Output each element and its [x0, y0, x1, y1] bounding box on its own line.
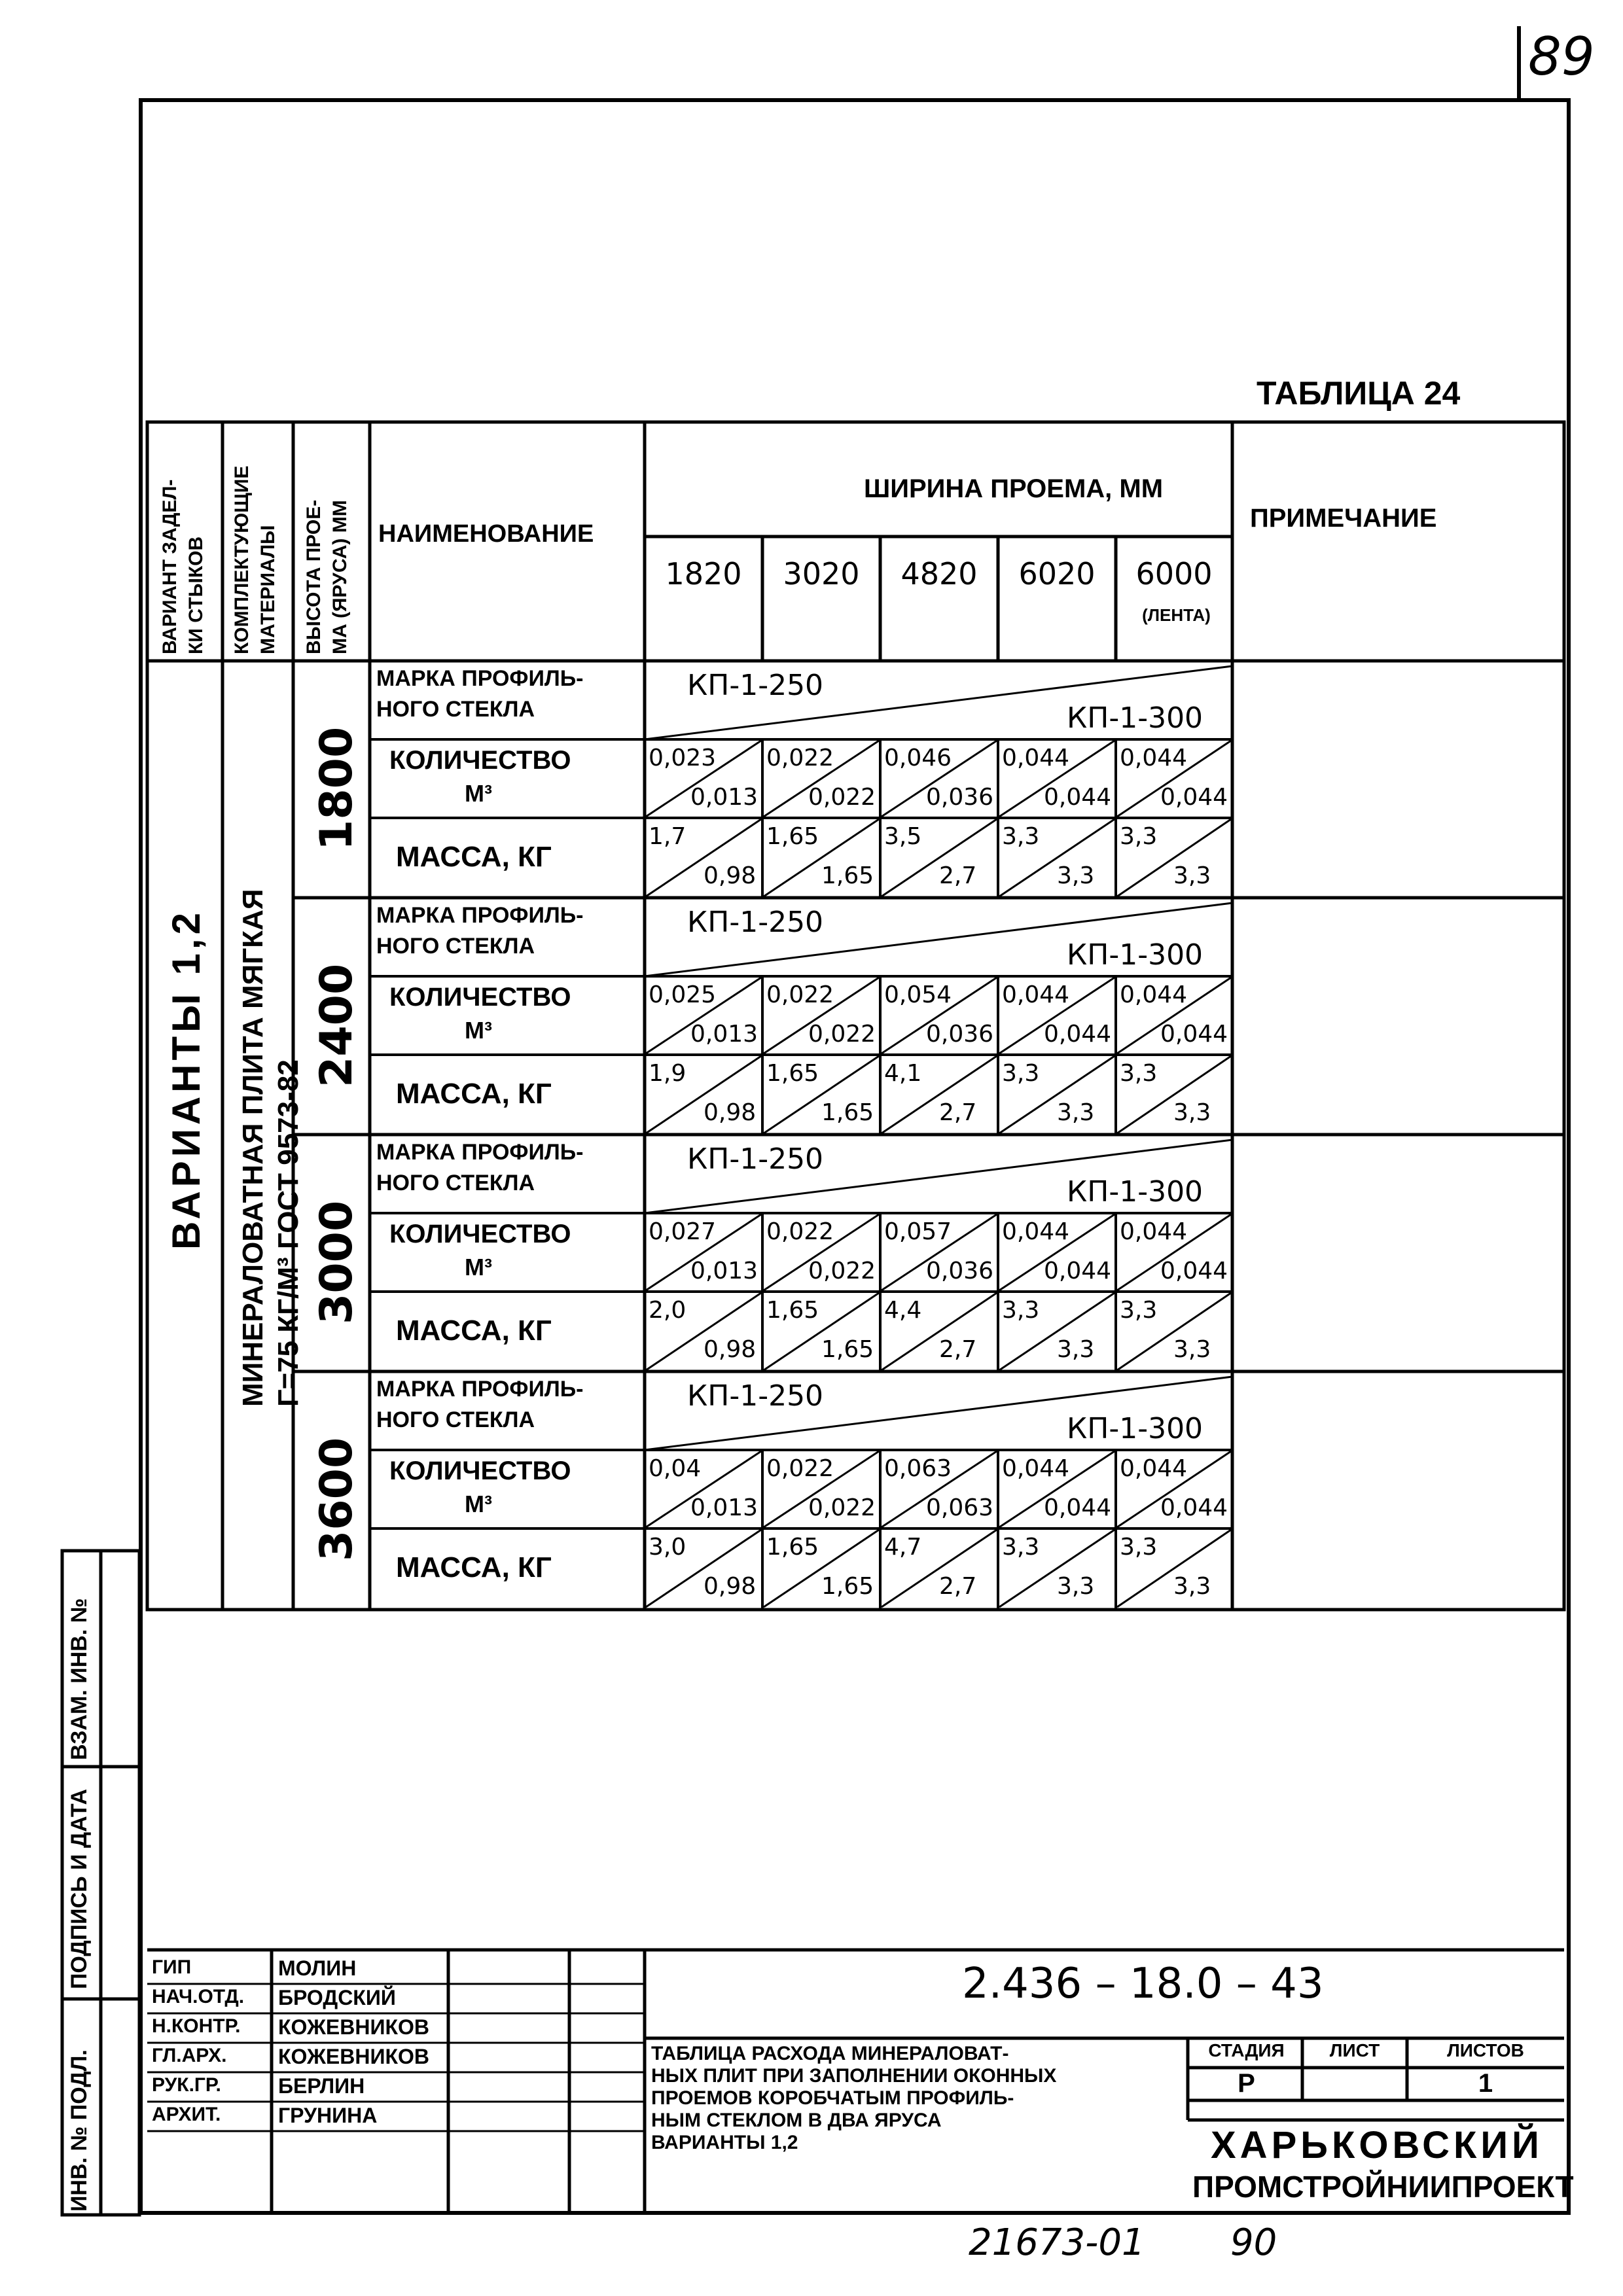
- mass-bottom-value: 1,65: [821, 1573, 874, 1600]
- mass-top-value: 3,5: [884, 823, 922, 850]
- mass-top-value: 4,7: [884, 1534, 922, 1561]
- table-title: ТАБЛИЦА 24: [1257, 375, 1461, 412]
- header-height-line1: ВЫСОТА ПРОЕ-: [303, 499, 325, 654]
- staff-name: БРОДСКИЙ: [278, 1986, 396, 2009]
- mass-bottom-value: 3,3: [1057, 862, 1095, 889]
- staff-role: ГЛ.АРХ.: [152, 2045, 227, 2066]
- side-stamp-sign: ПОДПИСЬ И ДАТА: [67, 1788, 92, 1989]
- qty-label-unit: М³: [465, 1017, 492, 1044]
- qty-bottom-value: 0,044: [1044, 1021, 1112, 1048]
- mass-bottom-value: 1,65: [821, 1099, 874, 1126]
- staff-role: АРХИТ.: [152, 2104, 221, 2125]
- qty-label-line1: КОЛИЧЕСТВО: [389, 1220, 571, 1248]
- header-materials-line1: КОМПЛЕКТУЮЩИЕ: [231, 465, 253, 654]
- header-variant-line1: ВАРИАНТ ЗАДЕЛ-: [159, 479, 181, 654]
- mark-bottom: КП-1-300: [1067, 938, 1204, 972]
- qty-bottom-value: 0,044: [1044, 1258, 1112, 1284]
- qty-top-value: 0,027: [649, 1218, 717, 1245]
- staff-role: РУК.ГР.: [152, 2074, 221, 2096]
- doc-code: 2.436 – 18.0 – 43: [962, 1960, 1324, 2008]
- staff-role: НАЧ.ОТД.: [152, 1986, 245, 2007]
- mass-top-value: 3,3: [1120, 1297, 1158, 1324]
- mark-label-line2: НОГО СТЕКЛА: [376, 934, 535, 959]
- qty-bottom-value: 0,013: [690, 1258, 758, 1284]
- mark-top: КП-1-250: [687, 669, 824, 702]
- staff-name: КОЖЕВНИКОВ: [278, 2015, 430, 2039]
- qty-bottom-value: 0,044: [1160, 1258, 1228, 1284]
- group-height: 3600: [311, 1437, 363, 1561]
- mass-top-value: 3,0: [649, 1534, 687, 1561]
- qty-bottom-value: 0,044: [1044, 1494, 1112, 1521]
- group-height: 3000: [311, 1200, 363, 1324]
- qty-bottom-value: 0,022: [808, 1258, 876, 1284]
- stage-value: Р: [1238, 2069, 1255, 2098]
- header-height-line2: МА (ЯРУСА) ММ: [329, 500, 351, 654]
- mark-bottom: КП-1-300: [1067, 1412, 1204, 1445]
- qty-top-value: 0,044: [1120, 1455, 1188, 1482]
- mass-top-value: 3,3: [1002, 1060, 1040, 1087]
- qty-bottom-value: 0,013: [690, 784, 758, 811]
- mass-top-value: 3,3: [1120, 1060, 1158, 1087]
- side-stamp-replace: ВЗАМ. ИНВ. №: [67, 1598, 92, 1760]
- qty-label-unit: М³: [465, 1254, 492, 1280]
- mass-label: МАССА, КГ: [396, 1078, 552, 1110]
- mass-top-value: 1,9: [649, 1060, 687, 1087]
- mass-top-value: 4,4: [884, 1297, 922, 1324]
- mass-bottom-value: 1,65: [821, 862, 874, 889]
- qty-label-line1: КОЛИЧЕСТВО: [389, 746, 571, 775]
- group-height: 2400: [311, 963, 363, 1087]
- qty-bottom-value: 0,044: [1160, 1021, 1228, 1048]
- mass-top-value: 3,3: [1002, 1297, 1040, 1324]
- mass-label: МАССА, КГ: [396, 1551, 552, 1583]
- mass-top-value: 1,65: [766, 1297, 819, 1324]
- mark-bottom: КП-1-300: [1067, 1175, 1204, 1209]
- qty-label-unit: М³: [465, 780, 492, 807]
- header-note: ПРИМЕЧАНИЕ: [1250, 504, 1437, 533]
- qty-top-value: 0,022: [766, 1455, 834, 1482]
- mark-label-line1: МАРКА ПРОФИЛЬ-: [376, 666, 584, 691]
- sheets-value: 1: [1478, 2069, 1493, 2098]
- bottom-code: 21673-01: [969, 2221, 1145, 2264]
- qty-bottom-value: 0,044: [1044, 784, 1112, 811]
- qty-top-value: 0,044: [1002, 745, 1070, 771]
- doc-title-line: НЫМ СТЕКЛОМ В ДВА ЯРУСА: [651, 2110, 942, 2131]
- doc-title-line: НЫХ ПЛИТ ПРИ ЗАПОЛНЕНИИ ОКОННЫХ: [651, 2065, 1057, 2087]
- qty-bottom-value: 0,036: [926, 1021, 994, 1048]
- mass-bottom-value: 3,3: [1173, 1573, 1211, 1600]
- org-line2: ПРОМСТРОЙНИИПРОЕКТ: [1192, 2170, 1574, 2204]
- mark-label-line1: МАРКА ПРОФИЛЬ-: [376, 1140, 584, 1165]
- mass-top-value: 3,3: [1120, 823, 1158, 850]
- qty-label-line1: КОЛИЧЕСТВО: [389, 983, 571, 1012]
- qty-top-value: 0,044: [1002, 981, 1070, 1008]
- mass-label: МАССА, КГ: [396, 841, 552, 873]
- side-stamp-inv: ИНВ. № ПОДЛ.: [67, 2049, 92, 2212]
- mass-top-value: 1,65: [766, 823, 819, 850]
- material-label-line2: Γ=75 КГ/М³ ГОСТ 9573-82: [272, 1059, 304, 1407]
- qty-bottom-value: 0,044: [1160, 1494, 1228, 1521]
- qty-top-value: 0,046: [884, 745, 952, 771]
- qty-top-value: 0,044: [1120, 981, 1188, 1008]
- staff-name: МОЛИН: [278, 1956, 357, 1980]
- qty-top-value: 0,023: [649, 745, 717, 771]
- mark-label-line2: НОГО СТЕКЛА: [376, 1407, 535, 1432]
- qty-top-value: 0,04: [649, 1455, 702, 1482]
- mass-bottom-value: 3,3: [1057, 1573, 1095, 1600]
- qty-top-value: 0,044: [1120, 1218, 1188, 1245]
- org-line1: ХАРЬКОВСКИЙ: [1211, 2124, 1543, 2166]
- sheets-header: ЛИСТОВ: [1447, 2040, 1524, 2060]
- mass-top-value: 3,3: [1002, 1534, 1040, 1561]
- mass-bottom-value: 2,7: [939, 1573, 977, 1600]
- mass-top-value: 3,3: [1120, 1534, 1158, 1561]
- qty-bottom-value: 0,044: [1160, 784, 1228, 811]
- stage-header: СТАДИЯ: [1208, 2040, 1285, 2060]
- mass-bottom-value: 2,7: [939, 1099, 977, 1126]
- qty-top-value: 0,044: [1120, 745, 1188, 771]
- sheet-header: ЛИСТ: [1329, 2040, 1380, 2060]
- staff-name: ГРУНИНА: [278, 2104, 378, 2127]
- mass-label: МАССА, КГ: [396, 1315, 552, 1347]
- material-label-line1: МИНЕРАЛОВАТНАЯ ПЛИТА МЯГКАЯ: [237, 889, 269, 1407]
- mark-label-line1: МАРКА ПРОФИЛЬ-: [376, 903, 584, 928]
- mass-bottom-value: 3,3: [1173, 1099, 1211, 1126]
- qty-top-value: 0,025: [649, 981, 717, 1008]
- staff-role: Н.КОНТР.: [152, 2015, 241, 2037]
- mass-bottom-value: 3,3: [1057, 1336, 1095, 1363]
- qty-bottom-value: 0,036: [926, 784, 994, 811]
- qty-bottom-value: 0,063: [926, 1494, 994, 1521]
- qty-top-value: 0,057: [884, 1218, 952, 1245]
- mass-top-value: 1,65: [766, 1060, 819, 1087]
- mark-top: КП-1-250: [687, 1142, 824, 1176]
- header-name: НАИМЕНОВАНИЕ: [378, 520, 594, 548]
- staff-role: ГИП: [152, 1956, 192, 1978]
- mark-bottom: КП-1-300: [1067, 701, 1204, 735]
- qty-bottom-value: 0,022: [808, 1494, 876, 1521]
- qty-bottom-value: 0,022: [808, 1021, 876, 1048]
- qty-top-value: 0,044: [1002, 1455, 1070, 1482]
- mass-bottom-value: 3,3: [1057, 1099, 1095, 1126]
- mass-top-value: 3,3: [1002, 823, 1040, 850]
- bottom-number: 90: [1230, 2221, 1277, 2264]
- mass-bottom-value: 0,98: [704, 862, 757, 889]
- header-variant-line2: КИ СТЫКОВ: [185, 536, 207, 654]
- mass-bottom-value: 3,3: [1173, 1336, 1211, 1363]
- group-height: 1800: [311, 726, 363, 851]
- mark-label-line2: НОГО СТЕКЛА: [376, 1171, 535, 1195]
- qty-bottom-value: 0,013: [690, 1021, 758, 1048]
- doc-title: [651, 2043, 1056, 2154]
- mass-bottom-value: 2,7: [939, 862, 977, 889]
- qty-top-value: 0,022: [766, 745, 834, 771]
- mass-bottom-value: 2,7: [939, 1336, 977, 1363]
- qty-bottom-value: 0,022: [808, 784, 876, 811]
- mass-top-value: 2,0: [649, 1297, 687, 1324]
- header-materials-line2: МАТЕРИАЛЫ: [257, 525, 279, 654]
- doc-title-line: ВАРИАНТЫ 1,2: [651, 2132, 798, 2153]
- header-width-group: ШИРИНА ПРОЕМА, ММ: [864, 474, 1164, 503]
- width-header-0: 1820: [665, 556, 742, 592]
- mass-bottom-value: 0,98: [704, 1099, 757, 1126]
- qty-top-value: 0,054: [884, 981, 952, 1008]
- staff-name: КОЖЕВНИКОВ: [278, 2045, 430, 2068]
- qty-top-value: 0,022: [766, 981, 834, 1008]
- mass-bottom-value: 0,98: [704, 1336, 757, 1363]
- variant-label: ВАРИАНТЫ 1,2: [164, 909, 208, 1250]
- qty-top-value: 0,044: [1002, 1218, 1070, 1245]
- width-header-3: 6020: [1018, 556, 1096, 592]
- mark-label-line2: НОГО СТЕКЛА: [376, 697, 535, 722]
- doc-title-line: ТАБЛИЦА РАСХОДА МИНЕРАЛОВАТ-: [651, 2043, 1009, 2064]
- qty-bottom-value: 0,036: [926, 1258, 994, 1284]
- width-header-4: 6000: [1135, 556, 1213, 592]
- mass-top-value: 1,65: [766, 1534, 819, 1561]
- mark-label-line1: МАРКА ПРОФИЛЬ-: [376, 1377, 584, 1402]
- mark-top: КП-1-250: [687, 906, 824, 939]
- doc-title-line: ПРОЕМОВ КОРОБЧАТЫМ ПРОФИЛЬ-: [651, 2087, 1014, 2109]
- mass-bottom-value: 1,65: [821, 1336, 874, 1363]
- qty-top-value: 0,063: [884, 1455, 952, 1482]
- mass-top-value: 1,7: [649, 823, 687, 850]
- width-header-1: 3020: [783, 556, 860, 592]
- mass-top-value: 4,1: [884, 1060, 922, 1087]
- mass-bottom-value: 0,98: [704, 1573, 757, 1600]
- staff-name: БЕРЛИН: [278, 2074, 365, 2098]
- mass-bottom-value: 3,3: [1173, 862, 1211, 889]
- mark-top: КП-1-250: [687, 1379, 824, 1413]
- header-ribbon: (ЛЕНТА): [1142, 605, 1211, 625]
- qty-bottom-value: 0,013: [690, 1494, 758, 1521]
- qty-label-line1: КОЛИЧЕСТВО: [389, 1457, 571, 1485]
- qty-label-unit: М³: [465, 1491, 492, 1517]
- qty-top-value: 0,022: [766, 1218, 834, 1245]
- page-number: 89: [1528, 26, 1595, 87]
- width-header-2: 4820: [901, 556, 978, 592]
